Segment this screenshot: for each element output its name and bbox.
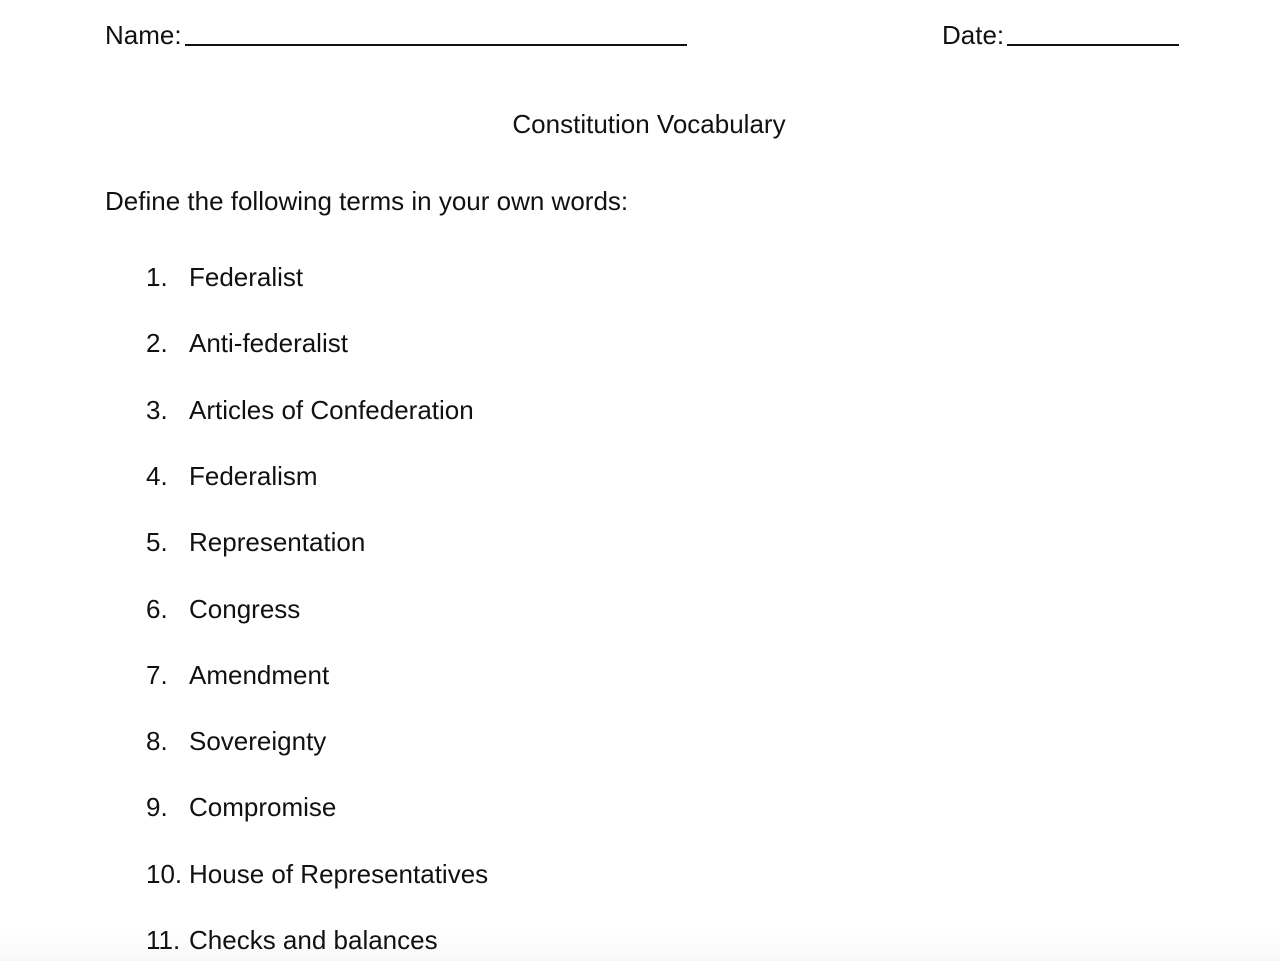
item-term: Sovereignty xyxy=(189,726,327,757)
list-item xyxy=(146,859,488,889)
list-item xyxy=(146,262,303,292)
item-term: Anti-federalist xyxy=(189,328,348,359)
page-title: Constitution Vocabulary xyxy=(512,109,786,139)
list-item xyxy=(146,594,300,624)
list-item xyxy=(146,660,329,690)
item-term: Amendment xyxy=(189,659,330,690)
name-blank xyxy=(185,44,687,46)
list-item xyxy=(146,726,326,756)
item-term: Federalism xyxy=(189,460,318,491)
name-label: Name: xyxy=(105,20,182,50)
item-term: House of Representatives xyxy=(189,858,489,889)
item-number: 10. xyxy=(146,858,183,889)
item-number: 3. xyxy=(146,394,168,425)
item-term: Compromise xyxy=(189,792,337,823)
item-number: 5. xyxy=(146,527,168,558)
item-term: Congress xyxy=(189,593,301,624)
item-number: 11. xyxy=(146,925,181,955)
list-item xyxy=(146,328,348,358)
item-number: 9. xyxy=(146,792,168,823)
item-term: Federalist xyxy=(189,262,304,292)
item-number: 4. xyxy=(146,460,168,491)
item-term: Articles of Confederation xyxy=(189,394,474,425)
date-label: Date: xyxy=(942,20,1005,50)
instructions: Define the following terms in your own words: xyxy=(105,186,629,216)
list-item xyxy=(146,461,318,491)
item-term: Checks and balances xyxy=(189,925,438,955)
list-item xyxy=(146,395,474,425)
item-number: 6. xyxy=(146,593,168,624)
item-number: 8. xyxy=(146,726,168,757)
item-term: Representation xyxy=(189,527,366,558)
list-item xyxy=(146,527,365,557)
list-item xyxy=(146,925,438,955)
date-blank xyxy=(1007,44,1179,46)
item-number: 2. xyxy=(146,328,168,359)
item-number: 7. xyxy=(146,659,168,690)
item-number: 1. xyxy=(146,262,168,292)
list-item xyxy=(146,792,336,822)
